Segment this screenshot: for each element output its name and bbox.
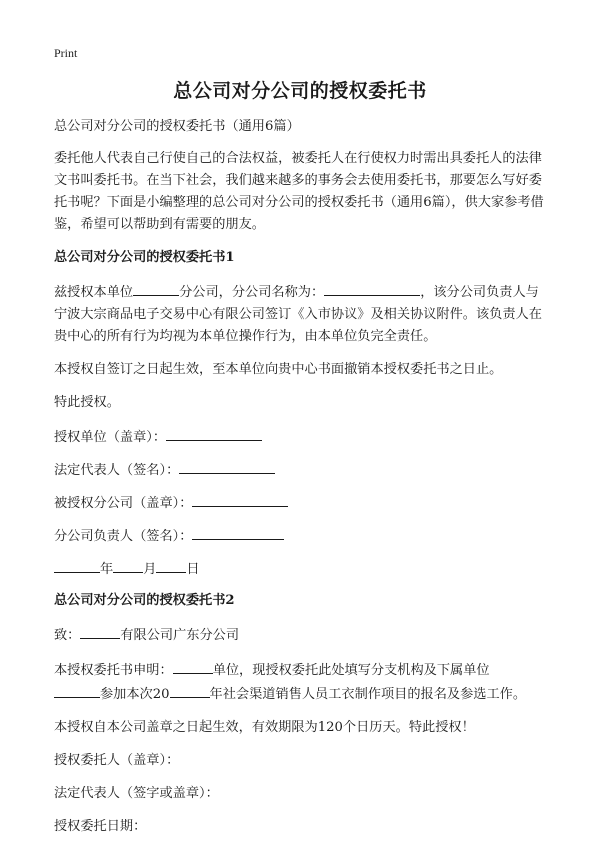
section2-addressee xyxy=(54,623,548,647)
blank-field xyxy=(54,682,100,698)
signature-line xyxy=(54,458,548,480)
signature-label: 授权单位（盖章）： xyxy=(54,430,167,445)
intro-paragraph: 委托他人代表自己行使自己的合法权益，被委托人在行使权力时需出具委托人的法律文书叫委托书。在当下社会，我们越来越多的事务会去使用委托书，那要怎么写好委托书呢？下面是小编整理的总公司对分公司的授权委托书（通用6篇），供大家参考借鉴，希望可以帮助到有需要的朋友。 xyxy=(54,151,544,232)
text: 年社会渠道销售人员工衣制作项目的报名及参选工作。 xyxy=(209,687,527,702)
blank-field xyxy=(179,458,275,474)
signature-label: 被授权分公司（盖章）： xyxy=(54,496,193,511)
section1-paragraph-3: 特此授权。 xyxy=(54,395,120,410)
text: 单位，现授权委托此处填写分支机构及下属单位 xyxy=(212,663,490,678)
section2-paragraph-1 xyxy=(54,658,548,706)
section1-paragraph-2: 本授权自签订之日起生效，至本单位向贵中心书面撤销本授权委托书之日止。 xyxy=(54,362,503,377)
print-link[interactable]: Print xyxy=(54,46,78,60)
blank-field xyxy=(324,280,420,296)
signature-line xyxy=(54,491,548,513)
section2-signature-1: 授权委托人（盖章）： xyxy=(54,753,180,768)
text: 参加本次20 xyxy=(100,687,170,702)
text: 有限公司广东分公司 xyxy=(120,628,240,643)
document-body xyxy=(54,116,548,849)
blank-field xyxy=(133,280,179,296)
text: 兹授权本单位 xyxy=(54,285,134,300)
document-title: 总公司对分公司的授权委托书 xyxy=(173,80,427,102)
blank-field xyxy=(113,557,143,573)
blank-field xyxy=(156,557,186,573)
subtitle: 总公司对分公司的授权委托书（通用6篇） xyxy=(54,119,300,134)
text: ，该分公司负责人与宁波大宗商品电子交易中心有限公司签订《入市协议》及相关协议附件。该负责人在贵中心的所有行为均视为本单位操作行为，由本单位负完全责任。 xyxy=(54,285,542,344)
section2-heading: 总公司对分公司的授权委托书2 xyxy=(54,593,235,608)
blank-field xyxy=(173,658,213,674)
section1-paragraph-1 xyxy=(54,280,548,348)
text: 致： xyxy=(54,628,81,643)
text: 分公司，分公司名称为： xyxy=(179,285,325,300)
section2-signature-3: 授权委托日期： xyxy=(54,819,147,834)
blank-field xyxy=(166,425,262,441)
signature-label: 法定代表人（签名）： xyxy=(54,463,180,478)
signature-line xyxy=(54,524,548,546)
date-line xyxy=(54,557,548,579)
signature-line xyxy=(54,425,548,447)
blank-field xyxy=(80,623,120,639)
blank-field xyxy=(192,491,288,507)
blank-field xyxy=(192,524,284,540)
blank-field xyxy=(54,557,100,573)
section1-heading: 总公司对分公司的授权委托书1 xyxy=(54,250,235,265)
signature-label: 分公司负责人（签名）： xyxy=(54,529,193,544)
blank-field xyxy=(170,682,210,698)
date-label: 年 xyxy=(100,562,114,577)
text: 本授权委托书申明： xyxy=(54,663,173,678)
section2-paragraph-2: 本授权自本公司盖章之日起生效，有效期限为120个日历天。特此授权！ xyxy=(54,720,475,735)
section2-signature-2: 法定代表人（签字或盖章）： xyxy=(54,786,219,801)
date-label: 月 xyxy=(143,562,157,577)
date-label: 日 xyxy=(186,562,200,577)
